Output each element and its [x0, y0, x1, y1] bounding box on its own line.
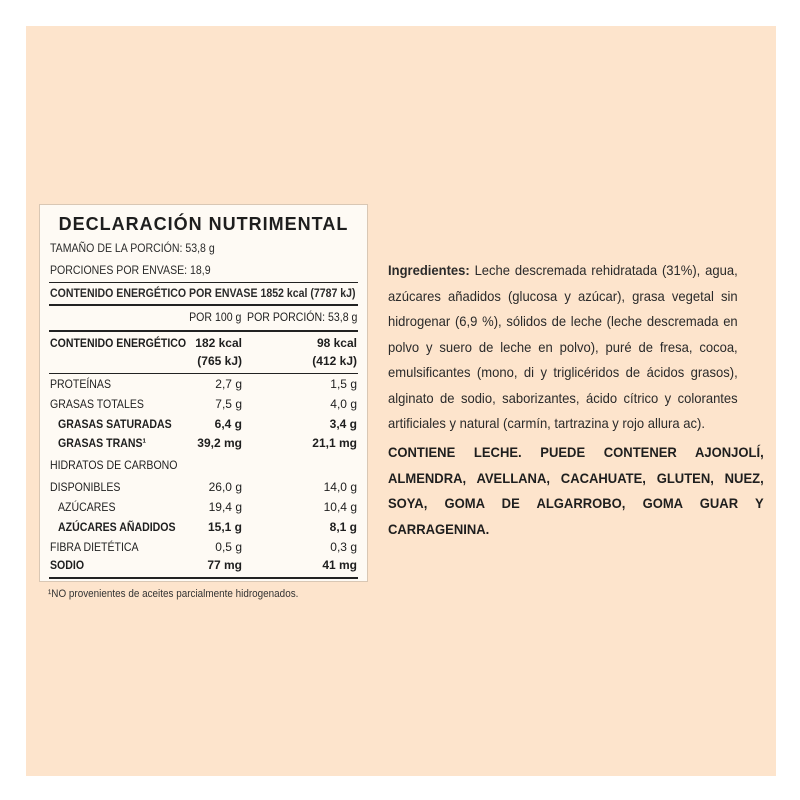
value-perportion: 41 mg [322, 558, 357, 572]
value-per100: 182 kcal [195, 336, 242, 350]
value-perportion: 8,1 g [329, 520, 357, 534]
nutrient-name: DISPONIBLES [50, 480, 121, 494]
nutrient-name: AZÚCARES AÑADIDOS [58, 520, 176, 534]
nutrient-row [50, 480, 357, 498]
value-perportion: 3,4 g [329, 417, 357, 431]
value-per100: 15,1 g [207, 520, 242, 534]
nutrient-name: GRASAS TOTALES [50, 397, 144, 411]
footnote: ¹NO provenientes de aceites parcialmente hidrogenados. [48, 588, 299, 600]
value-per100: 2,7 g [215, 377, 242, 391]
nutrient-name: PROTEÍNAS [50, 377, 112, 391]
divider [49, 330, 358, 332]
nutrient-name: AZÚCARES [58, 500, 116, 514]
divider [49, 304, 358, 306]
energy-per-pack: CONTENIDO ENERGÉTICO POR ENVASE 1852 kcal (7787 kJ) [50, 286, 356, 300]
value-per100: 7,5 g [215, 397, 242, 411]
divider [49, 577, 358, 579]
value-per100: (765 kJ) [197, 354, 242, 368]
value-perportion: 21,1 mg [312, 436, 357, 450]
nutrient-name: FIBRA DIETÉTICA [50, 540, 139, 554]
energy-kj-row [50, 354, 357, 372]
divider [49, 282, 358, 283]
value-perportion: (412 kJ) [312, 354, 357, 368]
nutrient-row [50, 458, 357, 476]
column-header-per100: POR 100 g [188, 310, 241, 324]
nutrition-label [39, 204, 368, 582]
nutrient-row [50, 417, 357, 435]
portions-per-pack: PORCIONES POR ENVASE: 18,9 [50, 263, 211, 277]
nutrient-row [50, 540, 357, 558]
value-per100: 19,4 g [208, 500, 242, 514]
value-perportion: 10,4 g [323, 500, 357, 514]
nutrient-row [50, 500, 357, 518]
value-per100: 0,5 g [215, 540, 242, 554]
ingredients-paragraph [388, 258, 738, 437]
nutrient-name: GRASAS SATURADAS [58, 417, 172, 431]
value-perportion: 4,0 g [330, 397, 357, 411]
nutrition-title: DECLARACIÓN NUTRIMENTAL [58, 214, 349, 234]
divider [49, 373, 358, 374]
value-per100: 26,0 g [208, 480, 242, 494]
nutrient-row [50, 520, 357, 538]
value-perportion: 14,0 g [323, 480, 357, 494]
nutrient-row [50, 558, 357, 576]
nutrient-name: GRASAS TRANS¹ [58, 436, 147, 450]
value-perportion: 98 kcal [316, 336, 357, 350]
ingredients-label: Ingredientes: [388, 262, 470, 278]
value-perportion: 1,5 g [330, 377, 357, 391]
value-per100: 6,4 g [214, 417, 242, 431]
portion-size: TAMAÑO DE LA PORCIÓN: 53,8 g [50, 241, 215, 255]
value-per100: 39,2 mg [197, 436, 242, 450]
nutrient-name: CONTENIDO ENERGÉTICO [50, 336, 187, 350]
allergen-warning: CONTIENE LECHE. PUEDE CONTENER AJONJOLÍ, ALMENDRA, AVELLANA, CACAHUATE, GLUTEN, NUEZ, SOYA, GOMA DE ALGARROBO, GOMA GUAR Y CARRAGENINA. [388, 444, 764, 537]
nutrient-row [50, 397, 357, 415]
nutrient-row [50, 377, 357, 395]
nutrient-row [50, 436, 357, 454]
value-perportion: 0,3 g [330, 540, 357, 554]
energy-row [50, 336, 357, 354]
ingredients-text: Leche descremada rehidratada (31%), agua, azúcares añadidos (glucosa y azúcar), grasa vegetal sin hidrogenar (6,9 %), sólidos de leche (leche descremada en polvo y suero de leche en polvo), puré de fresa, cocoa, emulsificantes (mono, di y triglicéridos de ácidos grasos), alginato de sodio, saborizantes, ácido cítrico y colorantes artificiales y natural (carmín, tartrazina y rojo allura ac). [388, 262, 738, 431]
nutrient-name: SODIO [50, 558, 85, 572]
value-per100: 77 mg [207, 558, 242, 572]
nutrient-name: HIDRATOS DE CARBONO [50, 458, 178, 472]
column-header-perportion: POR PORCIÓN: 53,8 g [246, 310, 357, 324]
